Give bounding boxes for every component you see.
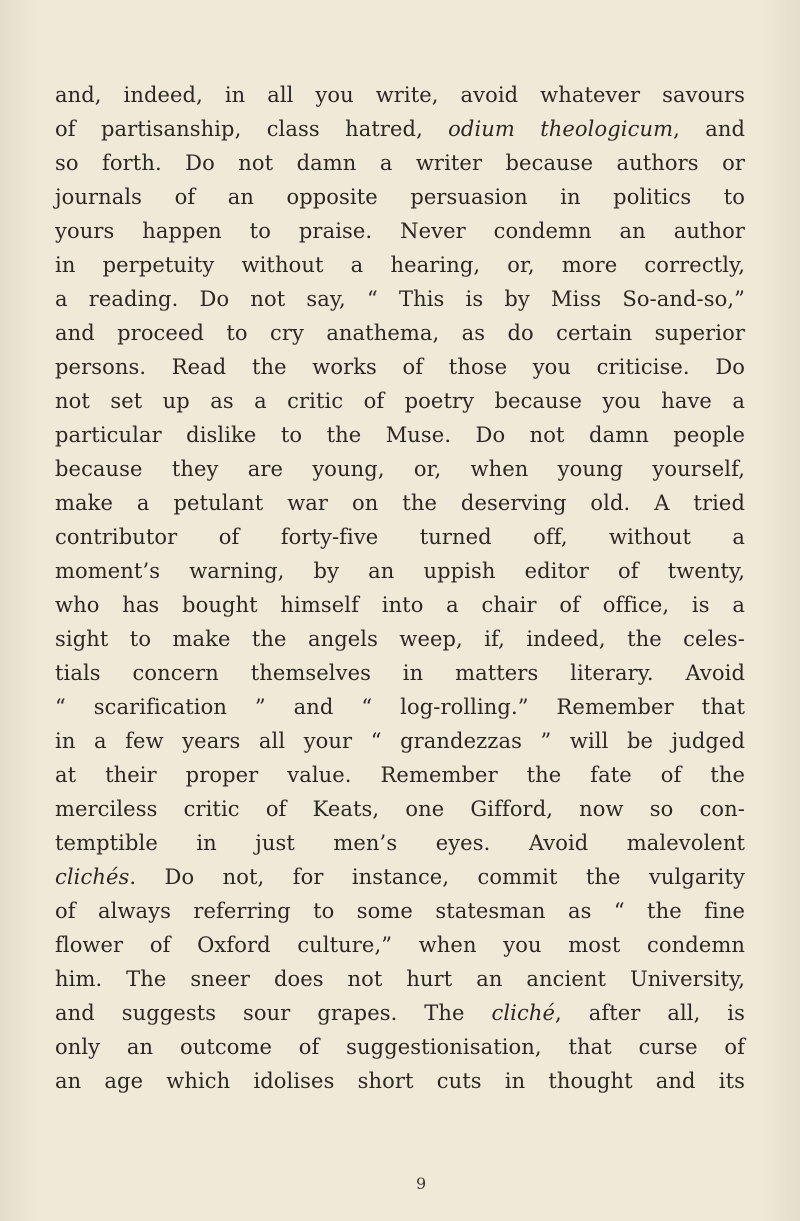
text-line: contributor of forty-five turned off, without a <box>55 525 745 549</box>
text-line: of partisanship, class hatred, odium theologicum, and <box>55 117 746 141</box>
text-line: flower of Oxford culture,” when you most condemn <box>55 933 745 957</box>
text-line: make a petulant war on the deserving old. A tried <box>55 491 745 515</box>
text-line: an age which idolises short cuts in thought and its <box>55 1069 745 1093</box>
text-line: and proceed to cry anathema, as do certain superior <box>55 321 745 345</box>
text-line: not set up as a critic of poetry because you have a <box>55 389 745 413</box>
text-line: temptible in just men’s eyes. Avoid malevolent <box>55 831 745 855</box>
page-number: 9 <box>416 1174 427 1193</box>
text-line: who has bought himself into a chair of office, is a <box>55 593 745 617</box>
text-line: particular dislike to the Muse. Do not damn people <box>55 423 745 447</box>
text-line: clichés. Do not, for instance, commit the vulgarity <box>55 865 745 889</box>
text-line: of always referring to some statesman as “ the fine <box>55 899 745 923</box>
text-line: “ scarification ” and “ log-rolling.” Remember that <box>55 695 745 719</box>
text-line: at their proper value. Remember the fate of the <box>55 763 745 787</box>
text-line: moment’s warning, by an uppish editor of twenty, <box>55 559 745 583</box>
text-line: yours happen to praise. Never condemn an author <box>55 219 745 243</box>
text-line: him. The sneer does not hurt an ancient University, <box>55 967 745 991</box>
text-line: and suggests sour grapes. The cliché, after all, is <box>55 1001 745 1025</box>
text-line: a reading. Do not say, “ This is by Miss So-and-so,” <box>55 287 745 311</box>
text-line: tials concern themselves in matters literary. Avoid <box>55 661 745 685</box>
text-line: persons. Read the works of those you criticise. Do <box>55 355 745 379</box>
text-line: because they are young, or, when young yourself, <box>55 457 745 481</box>
text-line: in perpetuity without a hearing, or, more correctly, <box>55 253 745 277</box>
text-line: merciless critic of Keats, one Gifford, now so con- <box>55 797 745 821</box>
text-line: sight to make the angels weep, if, indeed, the celes- <box>55 627 745 651</box>
text-line: so forth. Do not damn a writer because authors or <box>55 151 745 175</box>
text-line: journals of an opposite persuasion in politics to <box>55 185 745 209</box>
text-line: in a few years all your “ grandezzas ” will be judged <box>55 729 745 753</box>
text-line: only an outcome of suggestionisation, that curse of <box>55 1035 745 1059</box>
text-line: and, indeed, in all you write, avoid whatever savours <box>55 83 745 107</box>
